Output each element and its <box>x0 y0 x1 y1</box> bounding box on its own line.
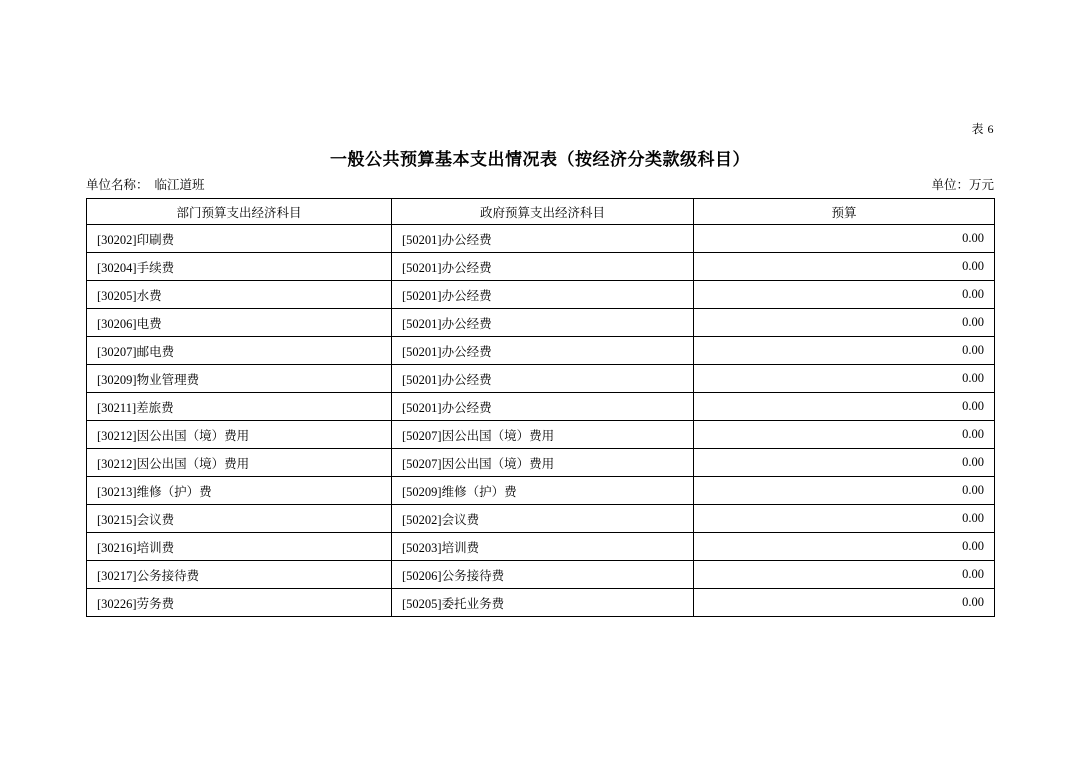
cell-budget-amount: 0.00 <box>694 589 995 617</box>
table-row <box>87 281 995 309</box>
cell-budget-amount: 0.00 <box>694 337 995 365</box>
cell-dept-subject: [30206]电费 <box>87 309 392 337</box>
cell-budget-amount: 0.00 <box>694 505 995 533</box>
cell-budget-amount: 0.00 <box>694 561 995 589</box>
cell-dept-subject: [30204]手续费 <box>87 253 392 281</box>
cell-dept-subject: [30212]因公出国（境）费用 <box>87 421 392 449</box>
cell-gov-subject: [50201]办公经费 <box>392 281 694 309</box>
unit-name <box>86 175 205 193</box>
sheet-label: 表 6 <box>971 122 994 136</box>
cell-gov-subject: [50209]维修（护）费 <box>392 477 694 505</box>
cell-dept-subject: [30217]公务接待费 <box>87 561 392 589</box>
cell-budget-amount: 0.00 <box>694 449 995 477</box>
table-row <box>87 449 995 477</box>
cell-dept-subject: [30213]维修（护）费 <box>87 477 392 505</box>
table-header-row <box>87 199 995 225</box>
cell-gov-subject: [50201]办公经费 <box>392 225 694 253</box>
cell-gov-subject: [50201]办公经费 <box>392 337 694 365</box>
page-title: 一般公共预算基本支出情况表（按经济分类款级科目） <box>330 150 750 169</box>
table-row <box>87 421 995 449</box>
cell-budget-amount: 0.00 <box>694 533 995 561</box>
meta-row <box>86 175 994 193</box>
cell-dept-subject: [30215]会议费 <box>87 505 392 533</box>
table-row <box>87 589 995 617</box>
cell-gov-subject: [50205]委托业务费 <box>392 589 694 617</box>
cell-dept-subject: [30226]劳务费 <box>87 589 392 617</box>
cell-gov-subject: [50207]因公出国（境）费用 <box>392 421 694 449</box>
cell-dept-subject: [30202]印刷费 <box>87 225 392 253</box>
cell-dept-subject: [30212]因公出国（境）费用 <box>87 449 392 477</box>
cell-budget-amount: 0.00 <box>694 393 995 421</box>
cell-budget-amount: 0.00 <box>694 477 995 505</box>
cell-gov-subject: [50201]办公经费 <box>392 393 694 421</box>
unit-name-label: 单位名称： <box>86 178 149 192</box>
table-row <box>87 309 995 337</box>
cell-budget-amount: 0.00 <box>694 365 995 393</box>
cell-dept-subject: [30209]物业管理费 <box>87 365 392 393</box>
table-row <box>87 225 995 253</box>
cell-gov-subject: [50206]公务接待费 <box>392 561 694 589</box>
cell-gov-subject: [50201]办公经费 <box>392 309 694 337</box>
cell-dept-subject: [30211]差旅费 <box>87 393 392 421</box>
table-row <box>87 533 995 561</box>
cell-dept-subject: [30207]邮电费 <box>87 337 392 365</box>
cell-budget-amount: 0.00 <box>694 225 995 253</box>
table-row <box>87 393 995 421</box>
cell-gov-subject: [50201]办公经费 <box>392 365 694 393</box>
table-row <box>87 561 995 589</box>
unit-name-value: 临江道班 <box>154 178 205 192</box>
cell-gov-subject: [50207]因公出国（境）费用 <box>392 449 694 477</box>
budget-table <box>86 198 995 617</box>
table-row <box>87 337 995 365</box>
cell-gov-subject: [50203]培训费 <box>392 533 694 561</box>
cell-budget-amount: 0.00 <box>694 253 995 281</box>
cell-dept-subject: [30216]培训费 <box>87 533 392 561</box>
unit-measure: 单位：万元 <box>931 178 994 192</box>
header-gov-subject: 政府预算支出经济科目 <box>392 199 694 225</box>
table-row <box>87 365 995 393</box>
cell-dept-subject: [30205]水费 <box>87 281 392 309</box>
cell-gov-subject: [50201]办公经费 <box>392 253 694 281</box>
header-budget: 预算 <box>694 199 995 225</box>
cell-budget-amount: 0.00 <box>694 309 995 337</box>
header-dept-subject: 部门预算支出经济科目 <box>87 199 392 225</box>
cell-budget-amount: 0.00 <box>694 421 995 449</box>
table-row <box>87 477 995 505</box>
table-row <box>87 253 995 281</box>
cell-budget-amount: 0.00 <box>694 281 995 309</box>
cell-gov-subject: [50202]会议费 <box>392 505 694 533</box>
table-row <box>87 505 995 533</box>
